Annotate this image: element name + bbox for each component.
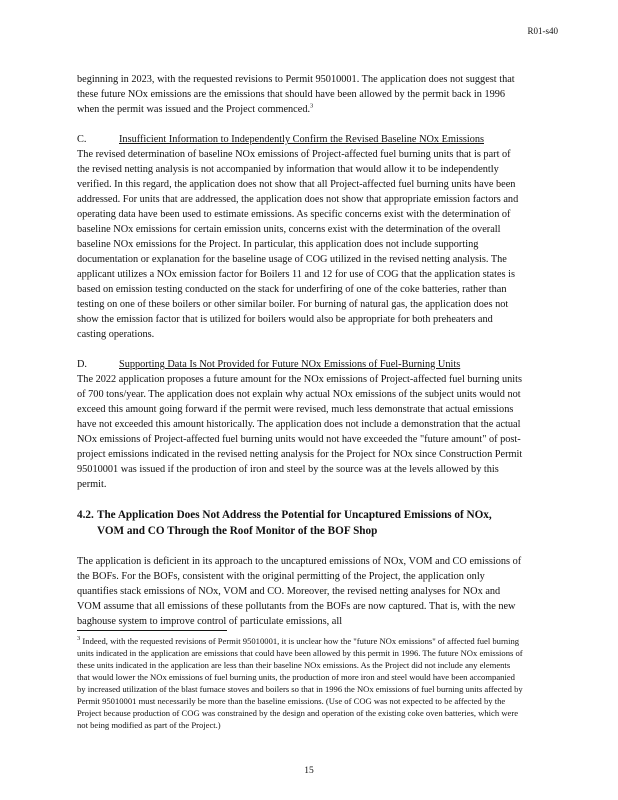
footnote-reference: 3: [310, 102, 314, 110]
section-4-2-body: The application is deficient in its approach to the uncaptured emissions of NOx, VOM and CO emissions of the BOFs. For the BOFs, consistent with the original permitting of the Project, the application only quantifies stack emissions of NOx, VOM and CO. Moreover, the revised netting analyses for NOx and VOM assume that all emissions of these pollutants from the BOFs are now captured. That is, with the new baghouse system to improve control of particulate emissions, all: [77, 556, 522, 627]
intro-paragraph: beginning in 2023, with the requested revisions to Permit 95010001. The application does not suggest that these future NOx emissions are the emissions that should have been allowed by the permit back in 1996 when the permit was issued and the Project commenced.$^3$: [77, 74, 515, 115]
document-reference-code: R01-s40: [527, 26, 558, 36]
footnote: $^3$ Indeed, with the requested revisions of Permit 95010001, it is unclear how the "future NOx emissions" of affected fuel burning units indicated in the application are emissions that could have been allowed by this permit in 1996. The future NOx emissions of these units indicated in the application are less than their baseline NOx emissions. As the Project did not include any elements that would lower the NOx emissions of fuel burning units, the production of more iron and steel would have been accompanied by increased utilization of the blast furnace stoves and boilers so that in 1996 the NOx emissions of fuel burning units affected by Permit 95010001 must necessarily be more than the baseline emissions. (Use of COG was not expected to be affected by the Project because production of COG was constrained by the design and operation of the existing coke oven batteries, which were not being modified as part of the Project.): [77, 635, 523, 730]
section-c-body: The revised determination of baseline NOx emissions of Project-affected fuel burning units that is part of the revised netting analysis is not accompanied by information that would allow it to be independently verified. In this regard, the application does not show that all Project-affected fuel burning units have been addressed. For units that are addressed, the application does not show that appropriate emission factors and operating data have been used to estimate emissions. As specific concerns exist with the determination of baseline NOx emissions for certain emission units, concerns exist with the determination of the overall baseline NOx emissions for the Project. In particular, this application does not include supporting documentation or explanation for the baseline usage of COG utilized in the revised netting analysis. The applicant utilizes a NOx emission factor for Boilers 11 and 12 for use of COG that the application states is based on emission testing conducted on the stack for underfiring of one of the coke batteries, rather than testing on one of these boilers or other similar boiler. For burning of natural gas, the application does not show the emission factor that is utilized for boilers would also be appropriate for both preheaters and casting operations.: [77, 149, 519, 340]
section-d-heading: D. Supporting Data Is Not Provided for Future NOx Emissions of Fuel-Burning Units: [77, 359, 461, 370]
section-d-body: The 2022 application proposes a future amount for the NOx emissions of Project-affected fuel burning units of 700 tons/year. The application does not explain why actual NOx emissions of the subject units would not exceed this amount going forward if the permit were revised, much less demonstrate that actual emissions have not exceeded this amount historically. The application does not include a demonstration that the actual NOx emissions of Project-affected fuel burning units would not have exceeded the "future amount" of post-project emissions indicated in the revised netting analysis for the Project for NOx since Construction Permit 95010001 was issued if the production of iron and steel by the source was at the levels allowed by this permit.: [77, 374, 523, 490]
footnote-divider: [77, 630, 227, 631]
page-body: [77, 72, 523, 731]
section-4-2-heading: 4.2. The Application Does Not Address the Potential for Uncaptured Emissions of NOx, VOM and CO Through the Roof Monitor of the BOF Shop: [77, 509, 492, 537]
page-number: 15: [304, 766, 314, 776]
section-c-heading: C. Insufficient Information to Independently Confirm the Revised Baseline NOx Emissions: [77, 134, 484, 145]
